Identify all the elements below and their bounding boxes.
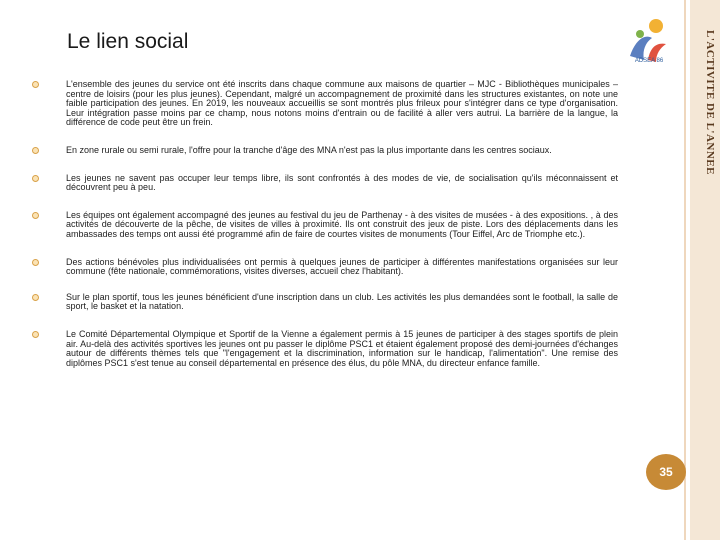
bullet-text: Sur le plan sportif, tous les jeunes bénéficient d'une inscription dans un club. Les activités les plus demandées sont le football, la salle de sport, le basket et la natation. [66, 291, 618, 312]
logo-text: ADSEA 86 [634, 58, 664, 64]
list-item [30, 258, 618, 277]
side-title: L'ACTIVITE DE L'ANNEE [704, 30, 716, 175]
bullet-text: Des actions bénévoles plus individualisées ont permis à quelques jeunes de participer à différentes manifestations organisées sur leur commune (fête nationale, commémorations, visites diverses, accueil chez l'habitant). [66, 256, 618, 277]
bullet-icon [32, 175, 39, 182]
bullet-text: L'ensemble des jeunes du service ont été inscrits dans chaque commune aux maisons de quartier – MJC - Bibliothèques municipales – centre de loisirs (pour les plus jeunes). Cependant, malgré un accompagnement de proximité dans les structures existantes, on note une faible participation des jeunes. En 2019, les nouveaux accueillis se sont montrés plus frileux pour s'intégrer dans ce type d'organisation. Leur intégration passe moins par ce champ, nous notons moins d'entrain ou de facilité à aller vers autrui. La barrière de la langue, la différence de code peut être un frein. [66, 79, 618, 128]
bullet-text: En zone rurale ou semi rurale, l'offre pour la tranche d'âge des MNA n'est pas la plus importante dans les centres sociaux. [66, 144, 552, 155]
bullet-text: Le Comité Départemental Olympique et Sportif de la Vienne a également permis à 15 jeunes de participer à des stages sportifs de plein air. Au-delà des activités sportives les jeunes ont pu passer le diplôme PSC1 et étaient également proposé des demi-journées d'échanges autour de différents thèmes tels que "l'engagement et la discrimination, information sur le handicap, l'alimentation". Une remise des diplômes PSC1 s'est tenue au conseil départemental en présence des élus, du pôle MNA, du directeur enfance famille. [66, 328, 618, 368]
list-item [30, 211, 618, 240]
bullet-list [30, 80, 618, 386]
adsea-logo-icon [622, 16, 672, 64]
slide-title: Le lien social [67, 30, 189, 53]
list-item [30, 146, 618, 156]
bullet-text: Les équipes ont également accompagné des jeunes au festival du jeu de Parthenay - à des visites de musées - à des expositions. , à des activités de découverte de la pêche, de visites de villes à proximité. Ils ont construit des jeux de piste. Lors des déplacements dans les ambassades des temps ont aussi été programmé afin de faire de courtes visites de monuments (Tour Eiffel, Arc de Triomphe etc.). [66, 209, 618, 239]
list-item [30, 293, 618, 312]
list-item [30, 80, 618, 128]
decorative-rule [684, 0, 686, 540]
bullet-icon [32, 212, 39, 219]
bullet-text: Les jeunes ne savent pas occuper leur temps libre, ils sont confrontés à des modes de vie, de socialisation qu'ils méconnaissent et découvrent peu à peu. [66, 172, 618, 193]
bullet-icon [32, 259, 39, 266]
list-item [30, 330, 618, 368]
list-item [30, 174, 618, 193]
page-number-badge: 35 [646, 454, 686, 490]
bullet-icon [32, 294, 39, 301]
bullet-icon [32, 331, 39, 338]
bullet-icon [32, 81, 39, 88]
bullet-icon [32, 147, 39, 154]
